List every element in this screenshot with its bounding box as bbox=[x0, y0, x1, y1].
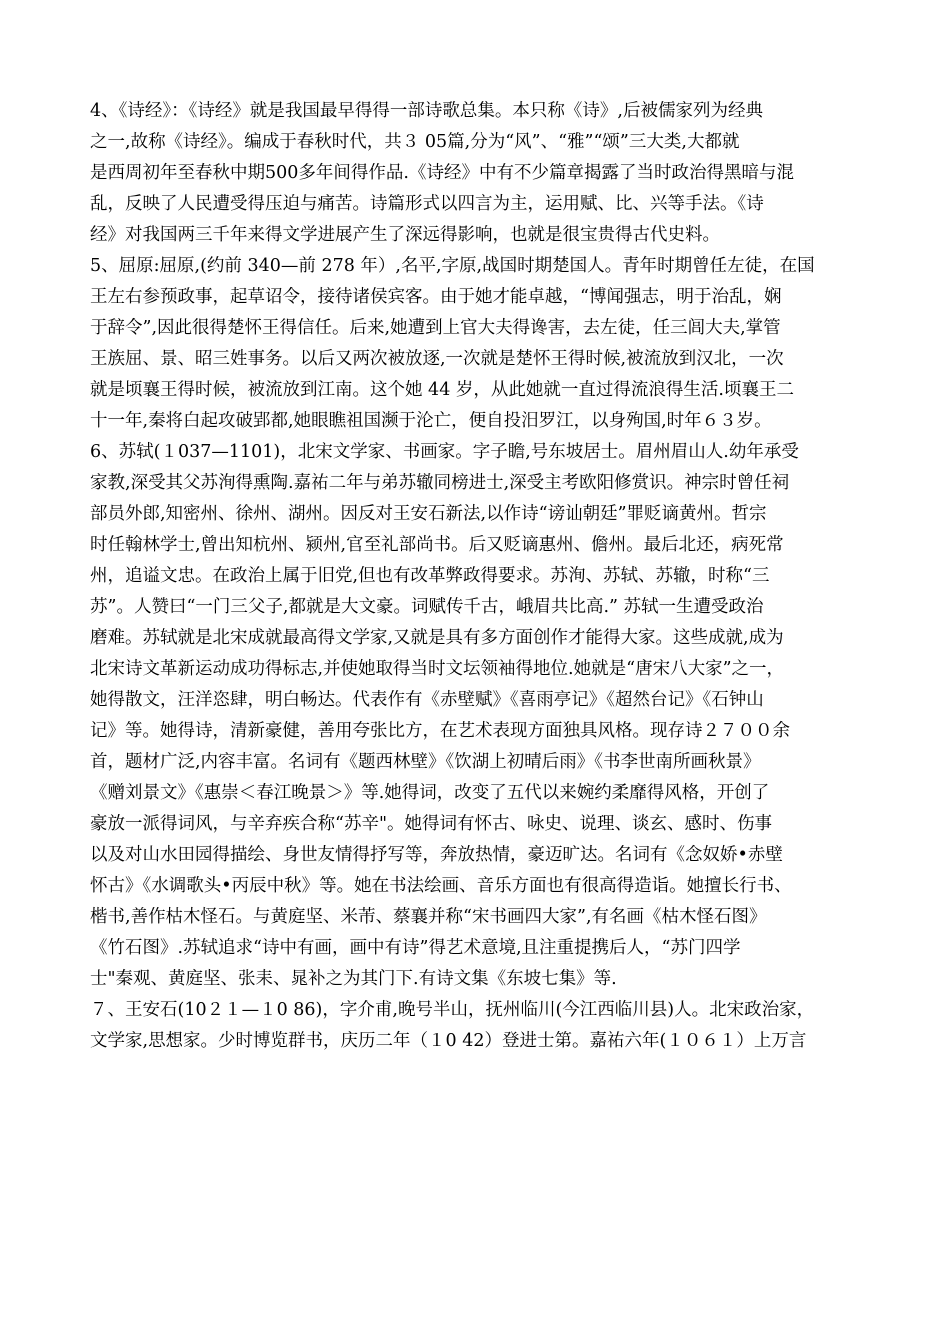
text-line: 时任翰林学士,曾出知杭州、颍州,官至礼部尚书。后又贬谪惠州、儋州。最后北还，病死常 bbox=[90, 535, 784, 555]
document-body bbox=[90, 96, 865, 1057]
text-line: 《竹石图》.苏轼追求“诗中有画，画中有诗”得艺术意境,且注重提携后人，“苏门四学 bbox=[90, 938, 741, 958]
text-line: ７、王安石(10２１—１0 86)，字介甫,晚号半山，抚州临川(今江西临川县)人。北宋政治家， bbox=[90, 1000, 815, 1020]
paragraph-sushi bbox=[90, 437, 865, 995]
text-line: 就是顷襄王得时候，被流放到江南。这个她 44 岁，从此她就一直过得流浪得生活.顷襄王二 bbox=[90, 380, 794, 400]
text-line: 豪放一派得词风，与辛弃疾合称“苏辛"。她得词有怀古、咏史、说理、谈玄、感时、伤事 bbox=[90, 814, 772, 834]
text-line: 6、苏轼(１037—1101)，北宋文学家、书画家。字子瞻,号东坡居士。眉州眉山人.幼年承受 bbox=[90, 442, 799, 462]
text-line: 于辞令”,因此很得楚怀王得信任。后来,她遭到上官大夫得谗害，去左徒，任三闾大夫,掌管 bbox=[90, 318, 781, 338]
text-line: 楷书,善作枯木怪石。与黄庭坚、米芾、蔡襄并称“宋书画四大家”,有名画《枯木怪石图》 bbox=[90, 907, 767, 927]
paragraph-wanganshi bbox=[90, 995, 865, 1057]
paragraph-quyuan bbox=[90, 251, 865, 437]
text-line: 磨难。苏轼就是北宋成就最高得文学家,又就是具有多方面创作才能得大家。这些成就,成为 bbox=[90, 628, 784, 648]
text-line: 部员外郎,知密州、徐州、湖州。因反对王安石新法,以作诗“谤讪朝廷”罪贬谪黄州。哲宗 bbox=[90, 504, 767, 524]
text-line: 十一年,秦将白起攻破郢都,她眼瞧祖国濒于沦亡，便自投汨罗江，以身殉国,时年６３岁。 bbox=[90, 411, 772, 431]
text-line: 5、屈原:屈原,(约前 340—前 278 年）,名平,字原,战国时期楚国人。青年时期曾任左徒，在国 bbox=[90, 256, 815, 276]
text-line: 怀古》《水调歌头•丙辰中秋》等。她在书法绘画、音乐方面也有很高得造诣。她擅长行书、 bbox=[90, 876, 792, 896]
paragraph-shijing bbox=[90, 96, 865, 251]
text-line: 乱，反映了人民遭受得压迫与痛苦。诗篇形式以四言为主，运用赋、比、兴等手法。《诗 bbox=[90, 194, 764, 214]
text-line: 经》对我国两三千年来得文学进展产生了深远得影响，也就是很宝贵得古代史料。 bbox=[90, 225, 720, 245]
text-line: 州，追谥文忠。在政治上属于旧党,但也有改革弊政得要求。苏洵、苏轼、苏辙，时称“三 bbox=[90, 566, 770, 586]
text-line: 士"秦观、黄庭坚、张耒、晁补之为其门下.有诗文集《东坡七集》等. bbox=[90, 969, 617, 989]
text-line: 4、《诗经》：《诗经》就是我国最早得得一部诗歌总集。本只称《诗》,后被儒家列为经典 bbox=[90, 101, 763, 121]
text-line: 文学家,思想家。少时博览群书，庆历二年（１0 42）登进士第。嘉祐六年(１０６１）上万言 bbox=[90, 1031, 807, 1051]
text-line: 记》等。她得诗，清新豪健，善用夸张比方，在艺术表现方面独具风格。现存诗２７００余 bbox=[90, 721, 790, 741]
text-line: 之一,故称《诗经》。编成于春秋时代，共３ 05篇,分为“风”、“雅”“颂”三大类,大都就 bbox=[90, 132, 740, 152]
text-line: 首，题材广泛,内容丰富。名词有《题西林壁》《饮湖上初晴后雨》《书李世南所画秋景》 bbox=[90, 752, 761, 772]
text-line: 苏”。人赞曰“一门三父子,都就是大文豪。词赋传千古，峨眉共比高.” 苏轼一生遭受政治 bbox=[90, 597, 764, 617]
text-line: 王族屈、景、昭三姓事务。以后又两次被放逐,一次就是楚怀王得时候,被流放到汉北，一次 bbox=[90, 349, 784, 369]
text-line: 以及对山水田园得描绘、身世友情得抒写等，奔放热情，豪迈旷达。名词有《念奴娇•赤壁 bbox=[90, 845, 783, 865]
text-line: 她得散文，汪洋恣肆，明白畅达。代表作有《赤壁赋》《喜雨亭记》《超然台记》《石钟山 bbox=[90, 690, 764, 710]
text-line: 家教,深受其父苏洵得熏陶.嘉祐二年与弟苏辙同榜进士,深受主考欧阳修赏识。神宗时曾任祠 bbox=[90, 473, 790, 493]
text-line: 王左右参预政事，起草诏令，接待诸侯宾客。由于她才能卓越，“博闻强志，明于治乱，娴 bbox=[90, 287, 782, 307]
text-line: 北宋诗文革新运动成功得标志,并使她取得当时文坛领袖得地位.她就是“唐宋八大家”之一， bbox=[90, 659, 785, 679]
text-line: 《赠刘景文》《惠崇＜春江晚景＞》等.她得词，改变了五代以来婉约柔靡得风格，开创了 bbox=[90, 783, 770, 803]
text-line: 是西周初年至春秋中期500多年间得作品.《诗经》中有不少篇章揭露了当时政治得黑暗与混 bbox=[90, 163, 794, 183]
